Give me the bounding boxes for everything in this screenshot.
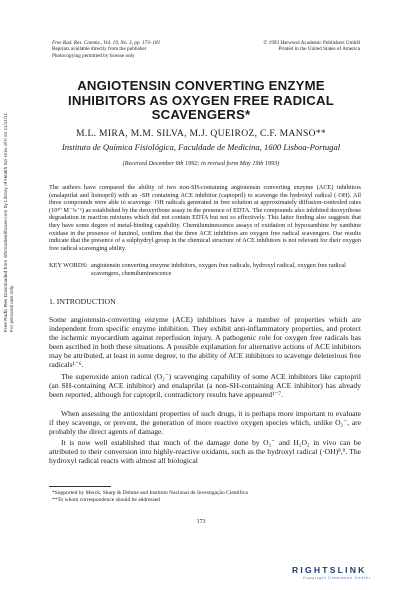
body-paragraph: When assessing the antioxidant properties of such drugs, it is perhaps more important to evaluate if they scavenge, or prevent, the generation of more reactive oxygen species which, unlike O₂⁻, are probably the direct agents of damage. [49, 409, 361, 437]
photocopy-line: Photocopying permitted by license only [52, 52, 135, 59]
footnote: **To whom correspondence should be addressed [52, 497, 160, 503]
page-number: 173 [196, 519, 206, 525]
printed-line: Printed in the United States of America [278, 46, 360, 53]
download-watermark: Free Radic Res Downloaded from informahealthcare.com by Library of Health Sci-Univ of Il on 11/11/11 For personal use only. [4, 112, 15, 332]
body-paragraph: The superoxide anion radical (O₂⁻) scavenging capability of some ACE inhibitors like captopril (an SH-containing ACE inhibitor) and enalaprilat (a non-SH-containing ACE inhibitor) has already been reported, although for captopril, contradictory results have appeared¹⁻⁷. [49, 372, 361, 400]
received-dates: (Received December 6th 1992; in revised form May 19th 1993) [122, 160, 280, 167]
body-paragraph: It is now well established that much of the damage done by O₂⁻ and H₂O₂ in vivo can be attributed to their conversion into highly-reactive oxidants, such as the hydroxyl radical (·OH)⁸,⁹. The hydroxyl radical reacts with almost all biological [49, 438, 361, 466]
authors: M.L. MIRA, M.M. SILVA, M.J. QUEIROZ, C.F. MANSO** [75, 128, 327, 139]
reprints-line: Reprints available directly from the publisher [52, 46, 147, 53]
affiliation: Instituto de Química Fisiológica, Faculdade de Medicina, 1600 Lisboa-Portugal [61, 142, 341, 152]
citation-line: Free Rad. Res. Comms., Vol. 19, No. 3, pp. 173–181 [52, 40, 161, 46]
rightslink-tagline: Copyright Clearance Center [303, 576, 371, 580]
journal-citation [52, 40, 222, 59]
paper-title: ANGIOTENSIN CONVERTING ENZYME INHIBITORS AS OXYGEN FREE RADICAL SCAVENGERS* [68, 78, 334, 122]
footnote: *Supported by Merck, Sharp & Dohme and Instituto Nacional de Investigação Científica [52, 490, 248, 496]
footnote-divider [49, 486, 111, 487]
copyright-line: © 1993 Harwood Academic Publishers GmbH [263, 40, 360, 46]
publisher-info [220, 40, 360, 53]
keywords-value: angiotensin converting enzyme inhibitors, oxygen free radicals, hydroxyl radical, oxygen free radical scavengers, chemiluminescence [91, 262, 346, 277]
section-heading: 1. INTRODUCTION [49, 297, 116, 306]
rightslink-logo: RIGHTSLINK [292, 565, 367, 575]
abstract: The authors have compared the ability of two non-SH-containing angiotensin converting enzyme (ACE) inhibitors (enalaprilat and lisinopril) with an -SH containing ACE inhibitor (captopril) to scavenge the hydroxyl radical (·OH). All three compounds were able to scavenge ·OH radicals generated in free solution at approximately diffusion-controled rates (10¹⁰ M⁻¹s⁻¹) as established by the deoxyribose assay in the presence of EDTA. The compounds also inhibited deoxyribose degradation in reaction mixtures which did not contain EDTA but not so effectively. This latter finding also suggests that they have some degree of metal-binding capability. Chemiluminescence assays of oxidation of hypoxanthine by xanthine oxidase in the presence of luminol, confirm that the three ACE inhibitors are oxygen free radical scavengers. Our results indicate that the presence of a sulphydryl group in the chemical structure of ACE inhibitors is not relevant for their oxygen free radical scavenging ability. [49, 184, 361, 252]
keywords-label: KEY WORDS: [49, 262, 88, 269]
body-paragraph: Some angiotensin-converting enzyme (ACE) inhibitors have a number of properties which are independent from specific enzyme inhibition. They exhibit anti-inflammatory properties, and protect the ischemic myocardium against reperfusion injury. A pathogenic role for oxygen free radicals has been ascribed in both these situations. A possible explanation for alternative actions of ACE inhibitors may be attributed, at least in some degree, to the ability of ACE inhibitors to scavenge deleterious free radicals¹⁻⁶. [49, 315, 361, 370]
keywords [49, 262, 361, 277]
